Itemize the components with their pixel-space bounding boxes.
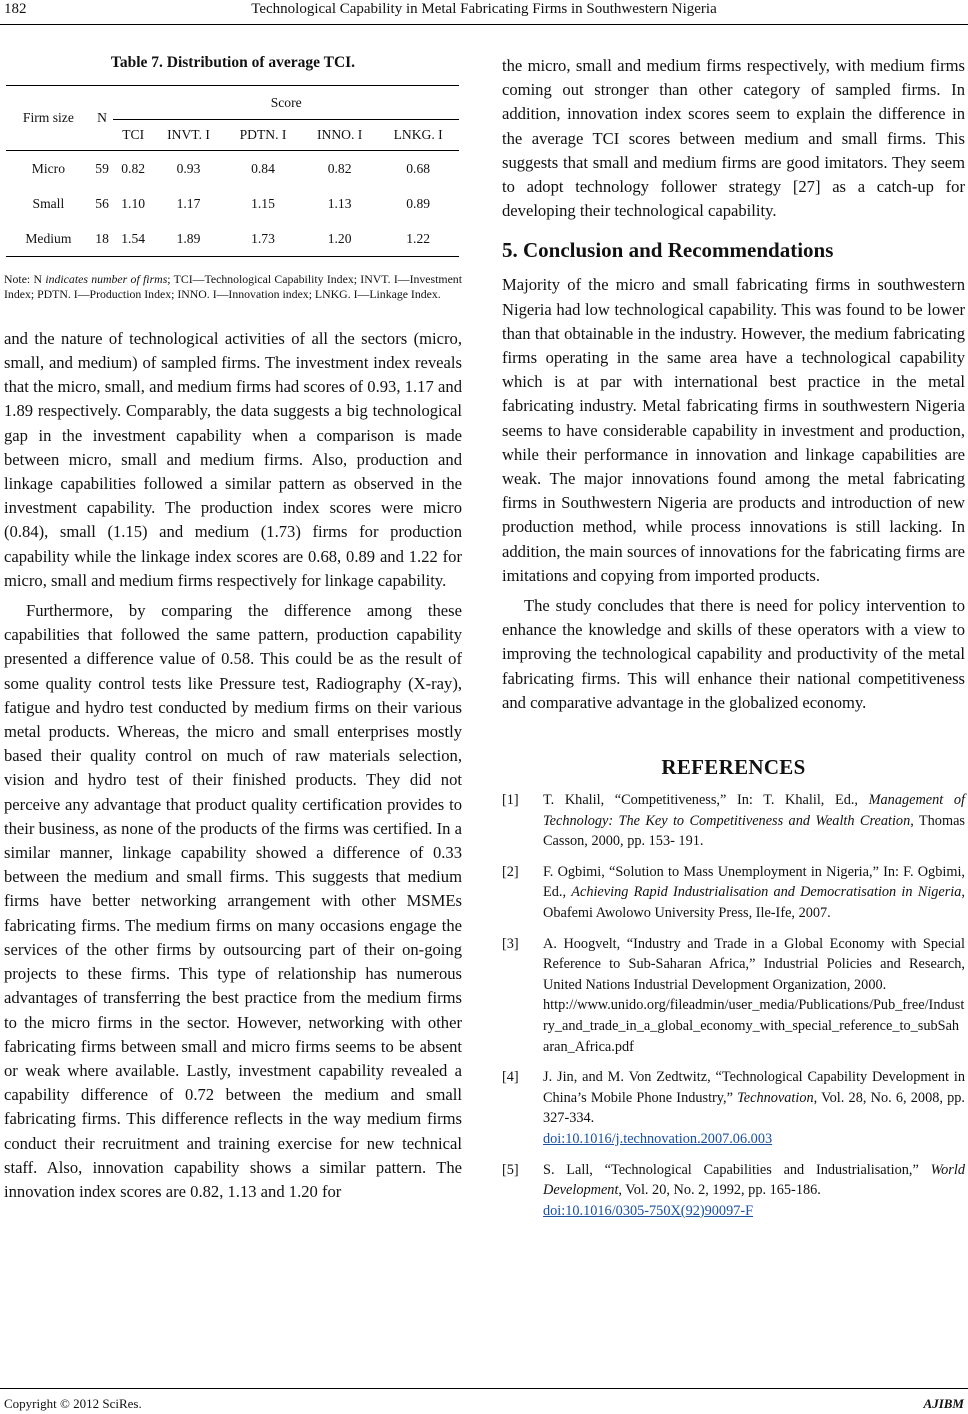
reference-title: Technovation — [737, 1089, 814, 1106]
th-lnkg: LNKG. I — [377, 120, 459, 151]
th-score: Score — [113, 86, 459, 120]
reference-details: , Vol. 20, No. 2, 1992, pp. 165-186. — [618, 1182, 821, 1199]
page-footer — [0, 1388, 968, 1412]
reference-number: [1] — [502, 792, 519, 809]
cell-lnkg: 0.89 — [406, 195, 431, 211]
right-paragraph-3: The study concludes that there is need for policy intervention to enhance the knowledge and skills of these operators with a view to improving the technological capability and productivity of the metal fabricating firms. This will enhance their national competitiveness and comparative advantage in the globalized economy. — [502, 596, 965, 712]
reference-item — [502, 790, 965, 852]
th-inno: INNO. I — [302, 120, 377, 151]
reference-text: J. Jin, and M. Von Zedtwitz, “Technological Capability Development in China’s Mobile Phone Industry,” — [543, 1069, 965, 1106]
reference-details: , Vol. 28, No. 6, 2008, pp. 327-334. — [543, 1089, 966, 1127]
reference-text: S. Lall, “Technological Capabilities and Industrialisation,” — [543, 1161, 931, 1178]
reference-details: , Thomas Casson, 2000, pp. 153- 191. — [543, 812, 965, 850]
table-row — [6, 186, 459, 221]
left-column — [4, 54, 462, 1204]
note-italic: indicates number of firms — [45, 272, 168, 286]
reference-number: [2] — [502, 863, 519, 880]
cell-inno: 1.20 — [302, 221, 377, 257]
reference-item — [502, 1160, 965, 1222]
table-caption: Table 7. Distribution of average TCI. — [110, 54, 356, 71]
cell-n: 59 — [95, 160, 109, 176]
reference-text: F. Ogbimi, “Solution to Mass Unemployment in Nigeria,” In: F. Ogbimi, Ed., — [543, 863, 965, 901]
cell-pdtn: 1.73 — [224, 221, 302, 257]
cell-pdtn: 0.84 — [251, 160, 275, 176]
cell-tci: 1.10 — [121, 195, 146, 211]
section-heading: 5. Conclusion and Recommendations — [502, 238, 834, 263]
header-rule — [0, 24, 968, 25]
cell-firm: Micro — [31, 160, 65, 176]
th-pdtn: PDTN. I — [224, 120, 302, 151]
reference-item — [502, 934, 965, 1058]
page-header — [0, 0, 968, 26]
running-title: Technological Capability in Metal Fabricating Firms in Southwestern Nigeria — [251, 1, 717, 17]
th-n: N — [91, 86, 114, 151]
note-rest: ; TCI—Technological Capability Index; INVT. I—Investment Index; PDTN. I—Production Index; INNO. I—Innovation index; LNKG. I—Linkage Index. — [4, 272, 462, 302]
th-invt: INVT. I — [153, 120, 224, 151]
cell-tci: 0.82 — [121, 160, 146, 176]
references-heading: REFERENCES — [661, 755, 806, 780]
tci-table — [6, 85, 459, 257]
page-number: 182 — [4, 1, 27, 17]
left-paragraph-2: Furthermore, by comparing the difference among these capabilities that followed the same pattern, production capability presented a difference value of 0.58. This could be as the result of some quality control tests like Pressure test, Radiography (X-ray), fatigue and hydro test conducted by medium firms on their various metal products. Whereas, the micro and small enterprises mostly based their quality control on much of raw materials selection, vision and hydro test of their finished products. They did not perceive any advantage that product quality certification provides to their business, as none of the products of the firms was certified. In a similar manner, linkage capability showed a difference of 0.33 between the medium and small firms. This suggests that medium firms have better networking arrangement with other MSMEs fabricating firms. The medium firms on many occasions engage the services of the other firms by outsourcing part of their on-going projects to these firms. This type of relationship has numerous advantages of transferring the best practice from the medium firms to the micro firms in the sector. However, networking with other fabricating firms between small and micro firms seems to be absent or weak where available. Lastly, investment capability revealed a capability difference of 0.72 between the medium and small fabricating firms. This difference reflects in the way medium firms conduct their recruitment and training exercise for new technical staff. Also, innovation capability shows a similar pattern. The innovation index scores are 0.82, 1.13 and 1.20 for — [4, 601, 462, 1201]
cell-pdtn: 1.15 — [251, 195, 275, 211]
table-row — [6, 221, 459, 257]
table-row — [6, 151, 459, 187]
copyright: Copyright © 2012 SciRes. — [4, 1396, 142, 1411]
cell-inno: 0.82 — [327, 160, 352, 176]
reference-text: T. Khalil, “Competitiveness,” In: T. Khalil, Ed., — [543, 792, 869, 809]
right-paragraph-1: the micro, small and medium firms respectively, with medium firms coming out stronger than other category of sampled firms. In addition, innovation index scores seem to explain the difference in the average TCI scores between medium and small firms. This suggests that small and medium firms are good imitators. They seem to adopt technology follower strategy [27] as a catch-up for developing their technological capability. — [502, 56, 965, 221]
cell-inno: 1.13 — [327, 195, 352, 211]
reference-number: [3] — [502, 935, 519, 952]
cell-firm: Medium — [6, 221, 91, 257]
cell-firm: Small — [32, 195, 65, 211]
cell-lnkg: 1.22 — [377, 221, 459, 257]
cell-invt: 1.89 — [153, 221, 224, 257]
reference-title: World Development — [543, 1161, 965, 1199]
reference-text: A. Hoogvelt, “Industry and Trade in a Global Economy with Special Reference to Sub-Saharan Africa,” Industrial Policies and Research, United Nations Industrial Development Organization, 2000. — [543, 935, 965, 993]
reference-number: [4] — [502, 1069, 519, 1086]
reference-number: [5] — [502, 1161, 519, 1178]
reference-title: Achieving Rapid Industrialisation and Democratisation in Nigeria — [571, 884, 962, 901]
th-firm-size: Firm size — [6, 86, 91, 151]
journal-abbrev: AJIBM — [923, 1396, 964, 1411]
cell-n: 56 — [95, 195, 109, 211]
cell-invt: 1.17 — [176, 195, 201, 211]
reference-url[interactable]: http://www.unido.org/fileadmin/user_media/Publications/Pub_free/Industry_and_trade_in_a_global_economy_with_special_reference_to_subSaharan_Africa.pdf — [543, 997, 965, 1055]
left-paragraph-1: and the nature of technological activities of all the sectors (micro, small, and medium) of sampled firms. The investment index reveals that the micro, small, and medium firms had scores of 0.93, 1.17 and 1.89 respectively. Comparably, the data suggests a big technological gap in the investment capability when a comparison is made between micro, small and medium firms. Also, production and linkage capabilities followed a similar pattern as observed in the investment capability. The production index scores were micro (0.84), small (1.15) and medium (1.73) firms for production capability while the linkage index scores are 0.68, 0.89 and 1.22 for micro, small and medium firms respectively for linkage capability. — [4, 328, 462, 590]
reference-item — [502, 862, 965, 924]
cell-tci: 1.54 — [113, 221, 153, 257]
cell-n: 18 — [91, 221, 114, 257]
doi-link[interactable]: doi:10.1016/j.technovation.2007.06.003 — [543, 1130, 773, 1147]
table-note — [4, 272, 462, 303]
right-paragraph-2: Majority of the micro and small fabricating firms in southwestern Nigeria had low technological capability. This was found to be lower than that obtainable in the industry. However, the medium fabricating firms operating in the same area have a technological capability which is at par with international best practice in the metal fabricating industry. Metal fabricating firms in southwestern Nigeria seems to have considerable capability in investment and production, while their performance in innovation and linkage capabilities are weak. The major innovations found among the metal fabricating firms in Southwestern Nigeria are products and introduction of new production method, while process innovations is still lacking. In addition, the main sources of innovations for the fabricating firms are imitations and copying from imported products. — [502, 275, 965, 585]
cell-invt: 0.93 — [176, 160, 201, 176]
cell-lnkg: 0.68 — [406, 160, 431, 176]
right-column — [502, 54, 965, 1231]
footer-rule — [0, 1388, 968, 1389]
reference-details: , Obafemi Awolowo University Press, Ile-Ife, 2007. — [543, 884, 965, 922]
doi-link[interactable]: doi:10.1016/0305-750X(92)90097-F — [543, 1202, 754, 1219]
note-prefix: Note: N — [4, 272, 46, 286]
th-tci: TCI — [113, 120, 153, 151]
reference-item — [502, 1067, 965, 1149]
reference-title: Management of Technology: The Key to Competitiveness and Wealth Creation — [543, 792, 965, 829]
